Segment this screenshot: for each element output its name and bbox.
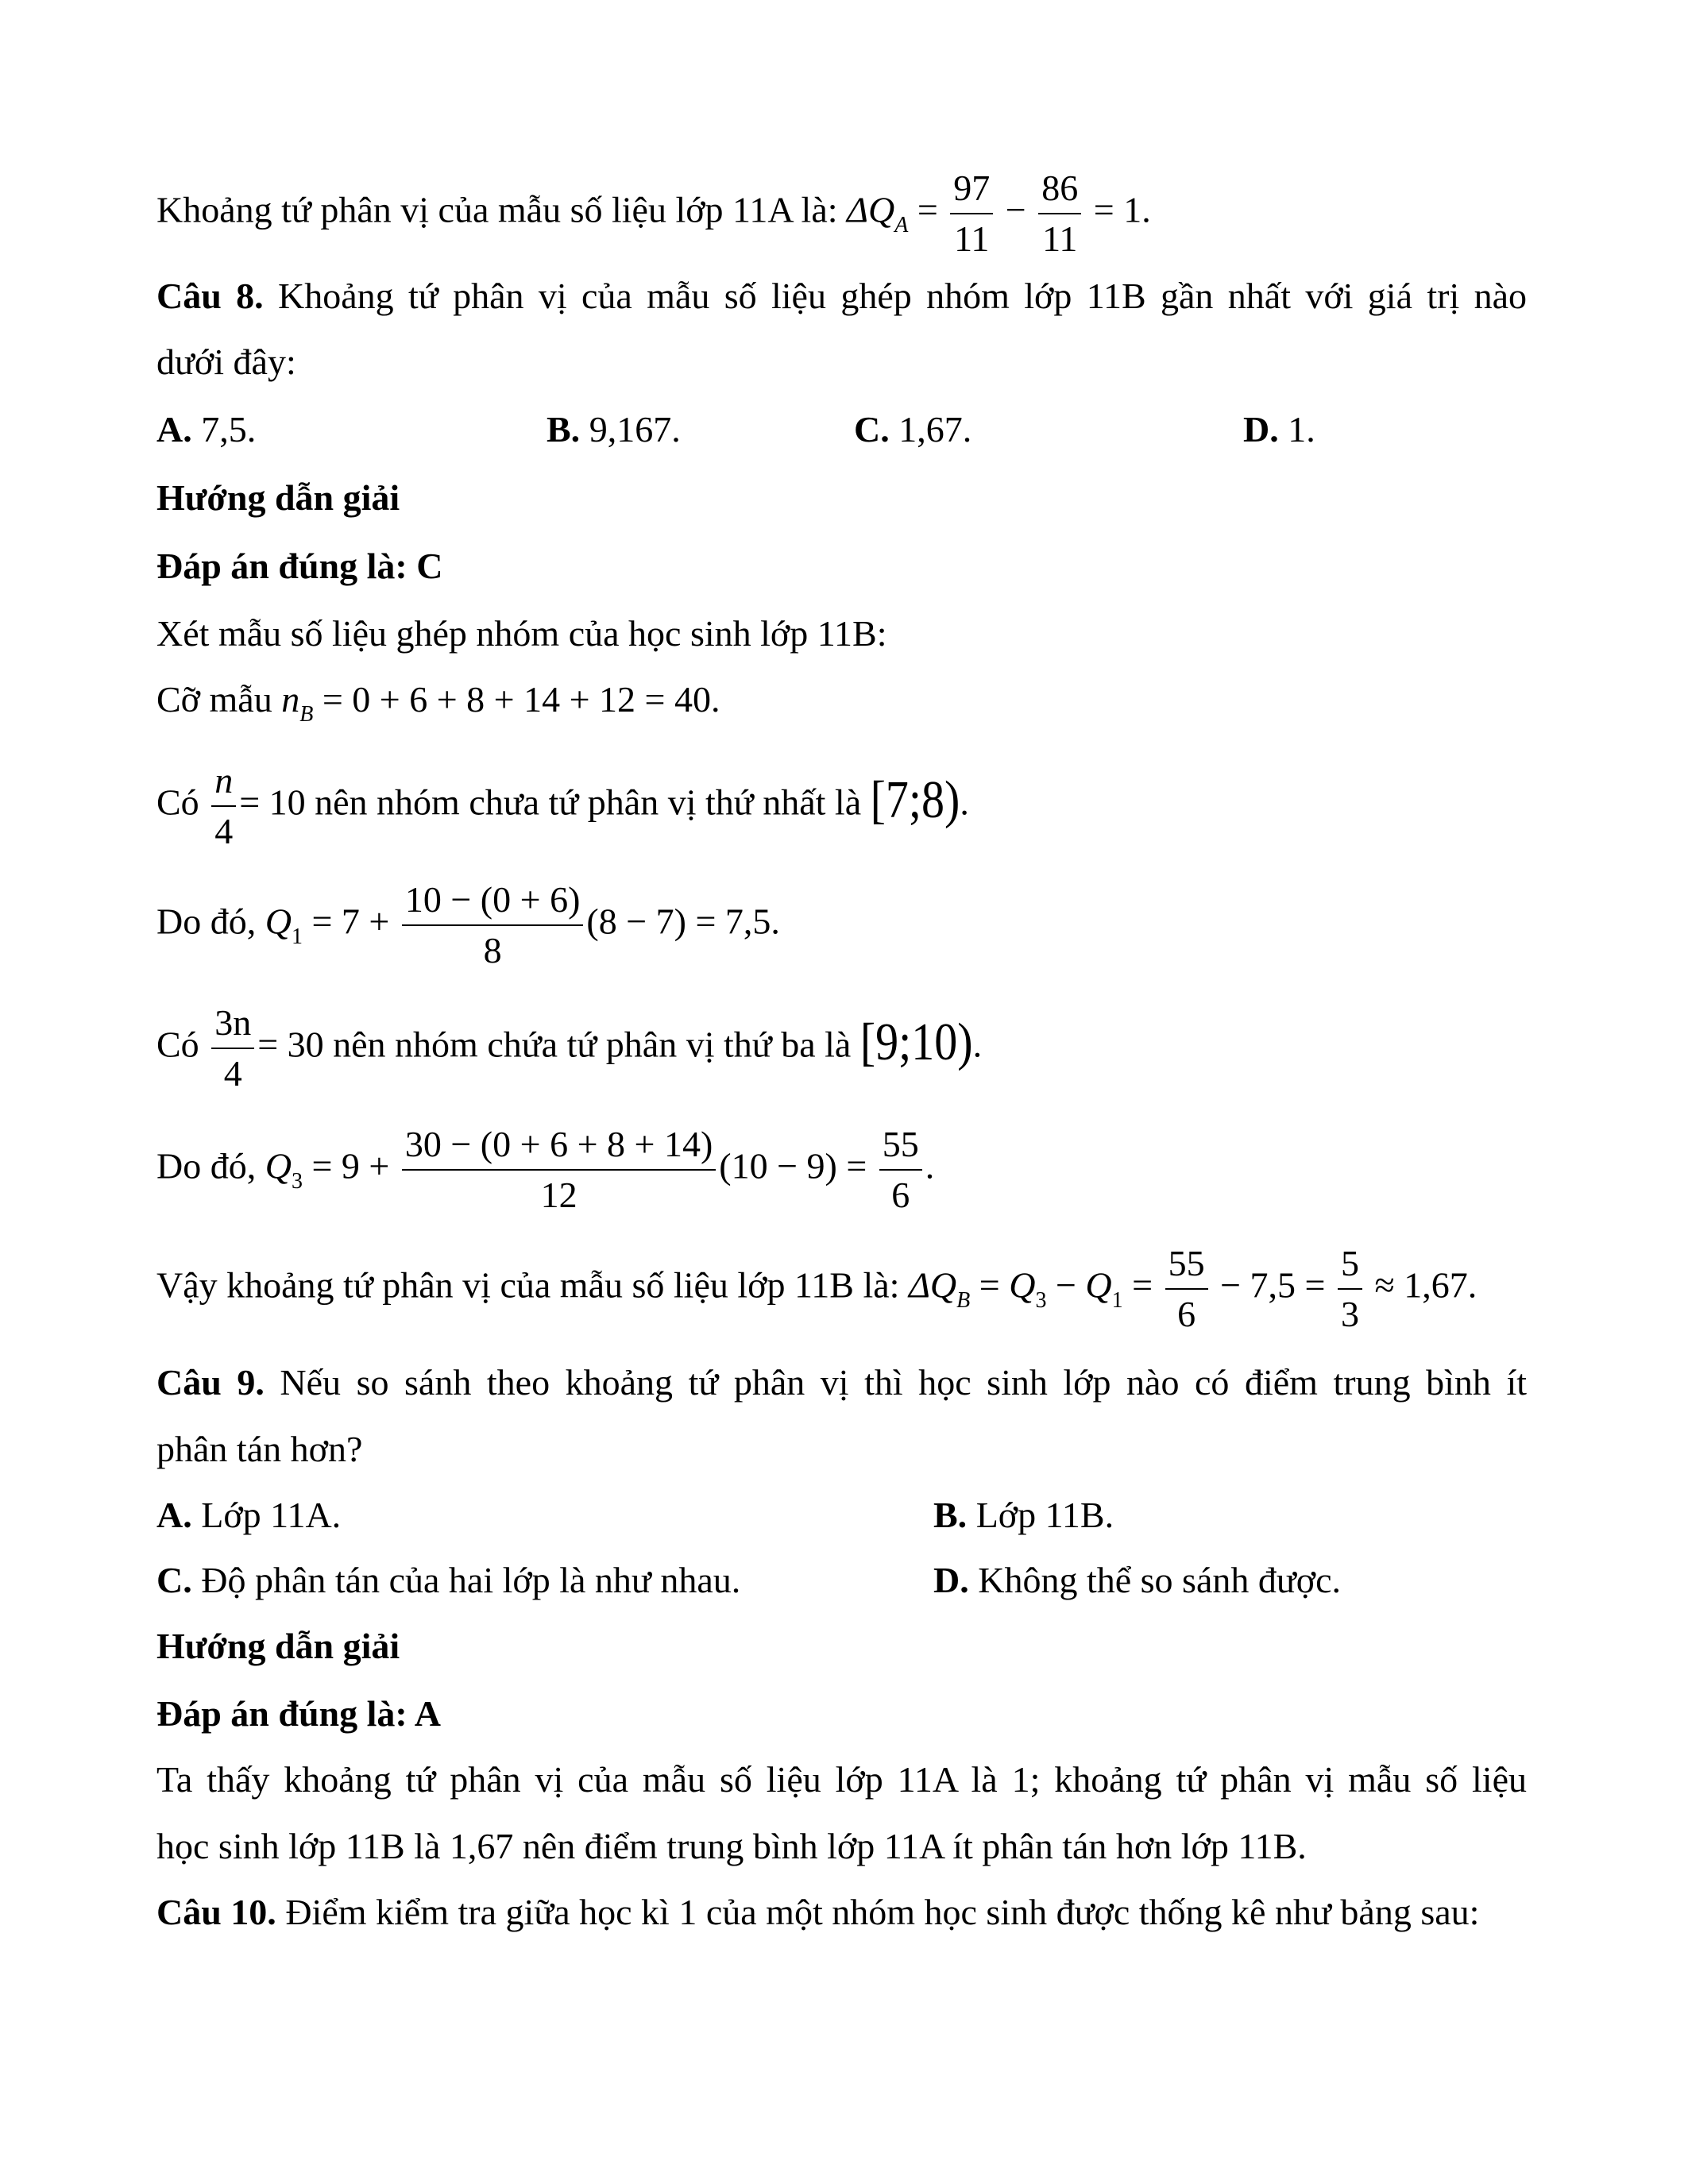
q8-q3-formula: Do đó, $Q_3 = 9$ + $\frac{30 - (0 + 6 + 8 + 14)}{12}$ (10 − 9) = $\frac{55}{6}$ .: [156, 1124, 935, 1215]
q8-option-c: C. 1,67.: [854, 409, 972, 450]
q9-option-a: A. Lớp 11A.: [156, 1495, 342, 1535]
iqr-11a-line: Khoảng tứ phân vị của mẫu số liệu lớp 11A là: $\Delta Q_A$ = $\frac{97}{11}$ − $\frac{86}{11}$ = 1.: [156, 168, 1151, 259]
q9-option-b: B. Lớp 11B.: [933, 1495, 1114, 1535]
question-9-label: Câu 9.: [156, 1362, 265, 1403]
q8-first-quartile-group: Có $\frac{n}{4}$ = 10 nên nhóm chưa tứ phân vị thứ nhất là [7;8).: [156, 760, 969, 851]
q9-solution-heading: Hướng dẫn giải: [156, 1626, 400, 1666]
q8-q1-formula: Do đó, $Q_1 = 7$ + $\frac{10 - (0 + 6)}{8}$ (8 − 7) = 7,5.: [156, 879, 780, 970]
q8-option-d: D. 1.: [1243, 409, 1315, 450]
question-10: Câu 10. Điểm kiểm tra giữa học kì 1 của một nhóm học sinh được thống kê như bảng sau:: [156, 1892, 1480, 1932]
q8-option-a: A. 7,5.: [156, 409, 257, 450]
q8-third-quartile-group: Có $\frac{3n}{4}$ = 30 nên nhóm chứa tứ phân vị thứ ba là [9;10).: [156, 1002, 983, 1094]
q9-explanation-line-1: Ta thấy khoảng tứ phân vị của mẫu số liệu lớp 11A là 1; khoảng tứ phân vị mẫu số liệu: [156, 1759, 1527, 1800]
delta-q: ΔQ: [847, 189, 895, 230]
iqr-11a-text: Khoảng tứ phân vị của mẫu số liệu lớp 11A là:: [156, 189, 848, 230]
fraction-97-11: $\frac{97}{11}$: [950, 170, 993, 257]
question-8-text: Khoảng tứ phân vị của mẫu số liệu ghép nhóm lớp 11B gần nhất với giá trị nào: [278, 276, 1528, 316]
q8-solution-heading: Hướng dẫn giải: [156, 477, 400, 518]
q9-option-c: C. Độ phân tán của hai lớp là như nhau.: [156, 1560, 741, 1600]
q9-answer: Đáp án đúng là: A: [156, 1693, 441, 1734]
q8-sample-size: Cỡ mẫu $n_B = 0 + 6 + 8 + 14 + 12 = 40$.: [156, 679, 720, 727]
question-9-text-cont: phân tán hơn?: [156, 1429, 363, 1469]
question-8: [156, 278, 1527, 314]
q8-answer: Đáp án đúng là: C: [156, 546, 443, 586]
q8-step-1: Xét mẫu số liệu ghép nhóm của học sinh lớp 11B:: [156, 613, 887, 654]
question-8-text-cont: dưới đây:: [156, 341, 296, 382]
question-9: Câu 9. Nếu so sánh theo khoảng tứ phân vị thì học sinh lớp nào có điểm trung bình ít: [156, 1362, 1528, 1403]
q8-option-b: B. 9,167.: [547, 409, 681, 450]
question-10-label: Câu 10.: [156, 1892, 276, 1932]
fraction-86-11: $\frac{86}{11}$: [1038, 170, 1081, 257]
q8-iqr-11b: Vậy khoảng tứ phân vị của mẫu số liệu lớp 11B là: $\Delta Q_B = Q_3 - Q_1$ = $\frac{55}{6}$ − 7,5 = $\frac{5}{3}$ ≈ 1,67.: [156, 1243, 1477, 1334]
question-8-label: Câu 8.: [156, 276, 264, 316]
q9-explanation-line-2: học sinh lớp 11B là 1,67 nên điểm trung bình lớp 11A ít phân tán hơn lớp 11B.: [156, 1826, 1307, 1866]
q9-option-d: D. Không thể so sánh được.: [933, 1560, 1342, 1600]
